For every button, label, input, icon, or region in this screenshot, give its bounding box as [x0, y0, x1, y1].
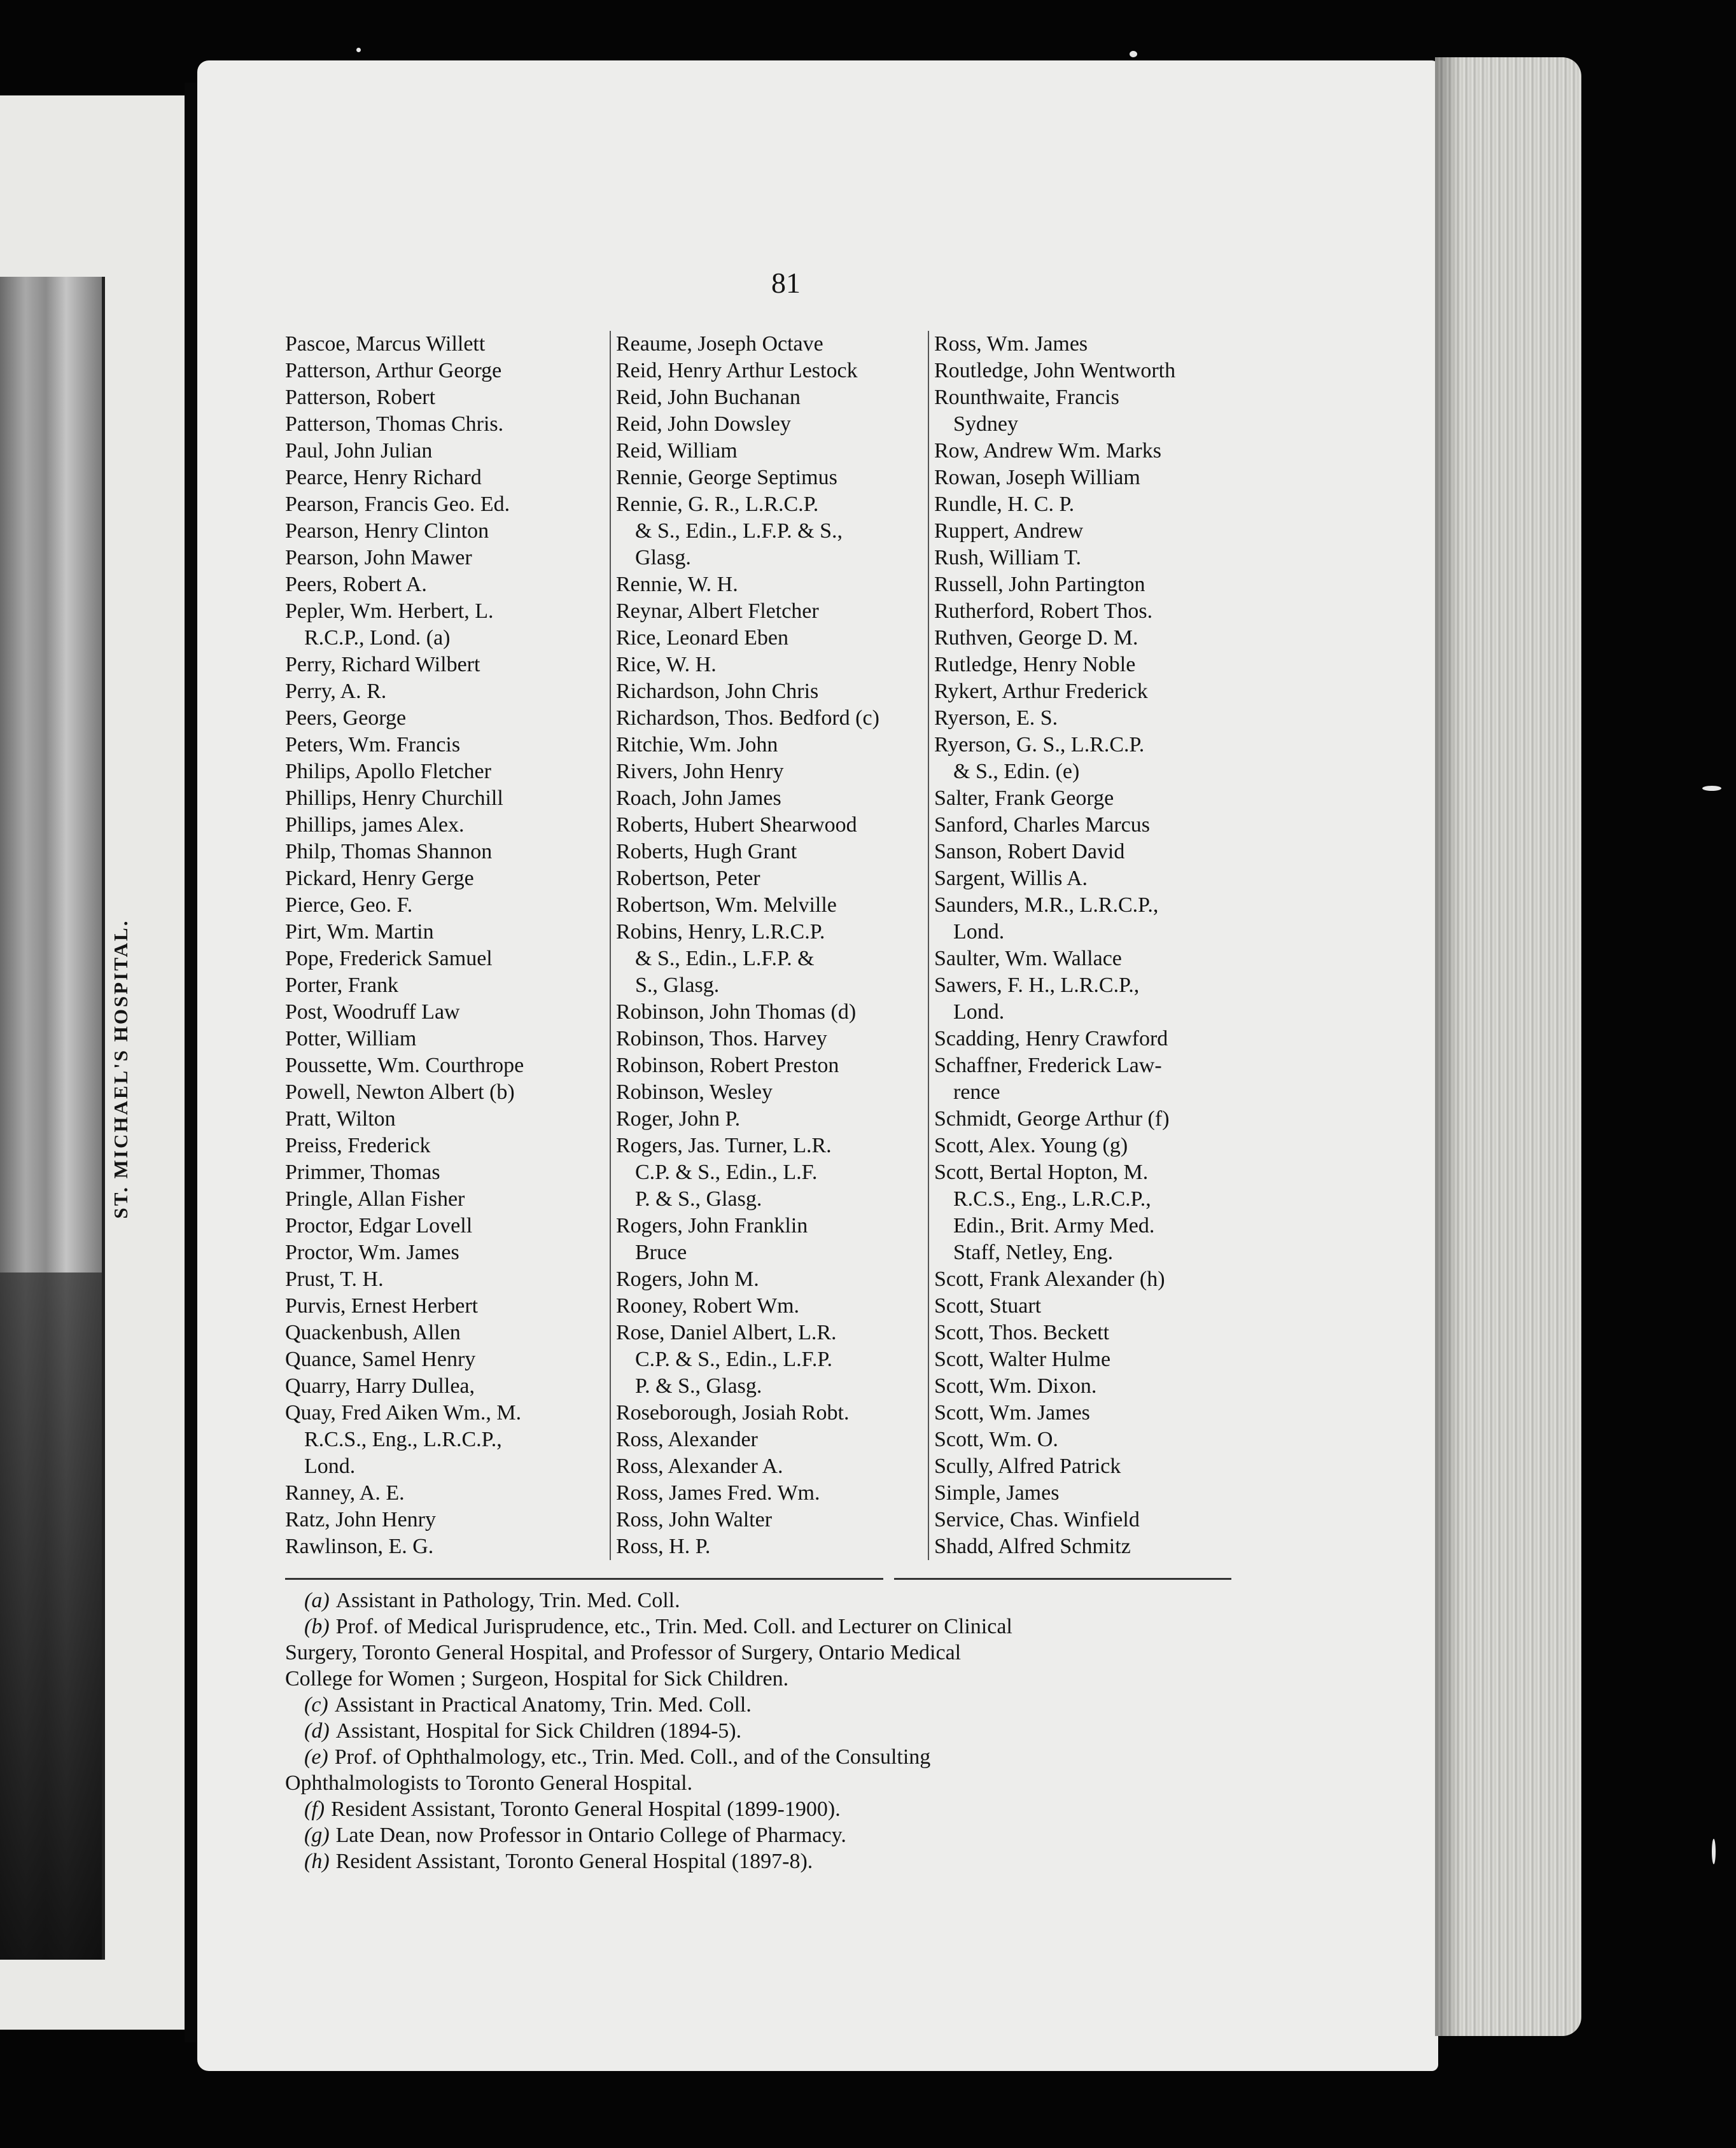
directory-entry: Robinson, Robert Preston	[616, 1054, 839, 1077]
directory-entry: Sawers, F. H., L.R.C.P.,	[934, 973, 1140, 997]
footnote-text: Assistant, Hospital for Sick Children (1894-5).	[335, 1719, 742, 1743]
directory-entry: Roger, John P.	[616, 1107, 741, 1131]
directory-entry: Sanford, Charles Marcus	[934, 813, 1150, 837]
directory-entry: C.P. & S., Edin., L.F.	[635, 1161, 818, 1184]
directory-entry: Ruppert, Andrew	[934, 519, 1084, 543]
footnote	[285, 1822, 1240, 1848]
directory-entry: rence	[953, 1080, 1000, 1104]
footnotes	[285, 1587, 1240, 1874]
directory-entry: Post, Woodruff Law	[285, 1000, 460, 1024]
directory-entry: Scott, Frank Alexander (h)	[934, 1267, 1165, 1291]
directory-entry: Scott, Walter Hulme	[934, 1348, 1111, 1371]
directory-entry: Rundle, H. C. P.	[934, 492, 1075, 516]
name-column-3	[928, 331, 1247, 1560]
directory-entry: Robinson, Wesley	[616, 1080, 773, 1104]
directory-entry: Pickard, Henry Gerge	[285, 867, 474, 890]
footnote-mark: (e)	[304, 1745, 328, 1769]
footnote-text: Late Dean, now Professor in Ontario College of Pharmacy.	[335, 1824, 846, 1847]
directory-entry: Quarry, Harry Dullea,	[285, 1374, 475, 1398]
directory-entry: & S., Edin., L.F.P. &	[635, 947, 815, 970]
directory-entry: Rykert, Arthur Frederick	[934, 680, 1148, 703]
directory-entry: Richardson, John Chris	[616, 680, 819, 703]
directory-entry: Philp, Thomas Shannon	[285, 840, 493, 863]
directory-entry: Pope, Frederick Samuel	[285, 947, 493, 970]
name-column-2	[610, 331, 929, 1560]
directory-entry: Roach, John James	[616, 786, 781, 810]
directory-entry: Ruthven, George D. M.	[934, 626, 1138, 650]
name-column-1	[285, 331, 610, 1560]
directory-entry: Peters, Wm. Francis	[285, 733, 461, 757]
page-number: 81	[771, 267, 801, 299]
directory-entry: Ranney, A. E.	[285, 1481, 405, 1505]
directory-entry: Pirt, Wm. Martin	[285, 920, 434, 944]
plate-shadow	[0, 1273, 102, 1960]
directory-entry: Roberts, Hugh Grant	[616, 840, 797, 863]
directory-entry: Scott, Wm. James	[934, 1401, 1090, 1425]
running-head-vertical	[108, 891, 134, 1247]
directory-entry: Roberts, Hubert Shearwood	[616, 813, 857, 837]
footnote	[285, 1587, 1240, 1614]
footnote-mark: (b)	[304, 1615, 330, 1638]
directory-entry: Scott, Wm. O.	[934, 1428, 1058, 1451]
directory-entry: Reid, William	[616, 439, 738, 463]
directory-entry: Bruce	[635, 1241, 687, 1264]
directory-entry: Robins, Henry, L.R.C.P.	[616, 920, 825, 944]
directory-entry: Routledge, John Wentworth	[934, 359, 1176, 382]
directory-entry: Quackenbush, Allen	[285, 1321, 461, 1344]
directory-entry: Patterson, Robert	[285, 386, 436, 409]
dust-speck	[356, 48, 361, 52]
directory-entry: Sanson, Robert David	[934, 840, 1125, 863]
directory-entry: Saunders, M.R., L.R.C.P.,	[934, 893, 1159, 917]
footnote-mark: (g)	[304, 1824, 330, 1847]
directory-entry: Peers, George	[285, 706, 407, 730]
footnote	[285, 1744, 1240, 1770]
directory-entry: Richardson, Thos. Bedford (c)	[616, 706, 879, 730]
directory-entry: Scott, Alex. Young (g)	[934, 1134, 1128, 1157]
footnote-text: Resident Assistant, Toronto General Hospital (1899-1900).	[331, 1797, 841, 1821]
directory-entry: Edin., Brit. Army Med.	[953, 1214, 1155, 1238]
directory-entry: Scott, Thos. Beckett	[934, 1321, 1110, 1344]
directory-entry: Rennie, George Septimus	[616, 466, 837, 489]
footnote-mark: (a)	[304, 1589, 330, 1612]
directory-entry: C.P. & S., Edin., L.F.P.	[635, 1348, 832, 1371]
directory-entry: Patterson, Arthur George	[285, 359, 502, 382]
directory-entry: Reynar, Albert Fletcher	[616, 599, 819, 623]
directory-entry: Perry, Richard Wilbert	[285, 653, 480, 676]
directory-entry: Salter, Frank George	[934, 786, 1114, 810]
directory-entry: Pearson, John Mawer	[285, 546, 472, 569]
footnote	[285, 1614, 1240, 1640]
directory-entry: Row, Andrew Wm. Marks	[934, 439, 1161, 463]
footnote	[285, 1796, 1240, 1822]
directory-entry: Peers, Robert A.	[285, 573, 427, 596]
directory-entry: Rush, William T.	[934, 546, 1081, 569]
directory-entry: Ryerson, E. S.	[934, 706, 1058, 730]
directory-entry: Pearson, Henry Clinton	[285, 519, 489, 543]
directory-entry: S., Glasg.	[635, 973, 720, 997]
directory-entry: Rennie, G. R., L.R.C.P.	[616, 492, 819, 516]
directory-entry: Shadd, Alfred Schmitz	[934, 1535, 1131, 1558]
directory-entry: Powell, Newton Albert (b)	[285, 1080, 515, 1104]
directory-entry: Lond.	[953, 920, 1005, 944]
directory-entry: Rutherford, Robert Thos.	[934, 599, 1153, 623]
directory-entry: Sargent, Willis A.	[934, 867, 1088, 890]
directory-entry: Ross, H. P.	[616, 1535, 711, 1558]
directory-entry: Potter, William	[285, 1027, 417, 1050]
directory-entry: Ryerson, G. S., L.R.C.P.	[934, 733, 1145, 757]
footnote	[285, 1770, 1240, 1796]
directory-entry: P. & S., Glasg.	[635, 1187, 762, 1211]
footnote-text: Assistant in Practical Anatomy, Trin. Med. Coll.	[334, 1693, 752, 1717]
directory-entry: Ross, Wm. James	[934, 332, 1088, 356]
directory-entry: Sydney	[953, 412, 1018, 436]
directory-entry: P. & S., Glasg.	[635, 1374, 762, 1398]
directory-entry: Rose, Daniel Albert, L.R.	[616, 1321, 837, 1344]
footnote-rule	[894, 1578, 1231, 1580]
directory-entry: Rogers, John Franklin	[616, 1214, 808, 1238]
directory-entry: Proctor, Wm. James	[285, 1241, 459, 1264]
directory-entry: Poussette, Wm. Courthrope	[285, 1054, 524, 1077]
directory-entry: Ratz, John Henry	[285, 1508, 437, 1531]
book-gutter	[185, 83, 197, 2042]
footnote-text: Assistant in Pathology, Trin. Med. Coll.	[335, 1589, 680, 1612]
directory-entry: Ross, Alexander	[616, 1428, 758, 1451]
directory-entry: Reid, John Buchanan	[616, 386, 801, 409]
directory-entry: Robinson, John Thomas (d)	[616, 1000, 857, 1024]
directory-entry: Primmer, Thomas	[285, 1161, 440, 1184]
spine-title: ST. MICHAEL'S HOSPITAL.	[109, 919, 132, 1219]
directory-entry: Staff, Netley, Eng.	[953, 1241, 1114, 1264]
directory-entry: Ritchie, Wm. John	[616, 733, 778, 757]
directory-entry: Simple, James	[934, 1481, 1060, 1505]
directory-entry: Robertson, Wm. Melville	[616, 893, 837, 917]
directory-entry: R.C.S., Eng., L.R.C.P.,	[953, 1187, 1151, 1211]
footnote-text: Prof. of Medical Jurisprudence, etc., Trin. Med. Coll. and Lecturer on Clinical	[335, 1615, 1012, 1638]
directory-entry: Scott, Bertal Hopton, M.	[934, 1161, 1149, 1184]
directory-entry: Service, Chas. Winfield	[934, 1508, 1140, 1531]
directory-entry: Saulter, Wm. Wallace	[934, 947, 1122, 970]
directory-entry: Proctor, Edgar Lovell	[285, 1214, 473, 1238]
directory-entry: Preiss, Frederick	[285, 1134, 431, 1157]
directory-entry: Ross, John Walter	[616, 1508, 773, 1531]
directory-entry: Pringle, Allan Fisher	[285, 1187, 465, 1211]
dust-speck	[1712, 1839, 1716, 1864]
directory-entry: Russell, John Partington	[934, 573, 1145, 596]
directory-entry: Pierce, Geo. F.	[285, 893, 413, 917]
directory-entry: Rogers, Jas. Turner, L.R.	[616, 1134, 832, 1157]
directory-entry: Roseborough, Josiah Robt.	[616, 1401, 850, 1425]
footnote-mark: (d)	[304, 1719, 330, 1743]
directory-entry: Reid, John Dowsley	[616, 412, 791, 436]
directory-entry: Ross, Alexander A.	[616, 1454, 783, 1478]
directory-entry: Prust, T. H.	[285, 1267, 384, 1291]
directory-entry: Reid, Henry Arthur Lestock	[616, 359, 858, 382]
directory-entry: Scott, Stuart	[934, 1294, 1042, 1318]
directory-entry: Purvis, Ernest Herbert	[285, 1294, 479, 1318]
directory-entry: Rawlinson, E. G.	[285, 1535, 434, 1558]
footnote-mark: (c)	[304, 1693, 328, 1717]
directory-entry: Ross, James Fred. Wm.	[616, 1481, 820, 1505]
footnote-text: Ophthalmologists to Toronto General Hospital.	[285, 1771, 693, 1795]
directory-entry: Robinson, Thos. Harvey	[616, 1027, 827, 1050]
directory-entry: Glasg.	[635, 546, 691, 569]
directory-entry: Rennie, W. H.	[616, 573, 738, 596]
directory-entry: Pepler, Wm. Herbert, L.	[285, 599, 494, 623]
directory-entry: Paul, John Julian	[285, 439, 433, 463]
directory-entry: Pearson, Francis Geo. Ed.	[285, 492, 510, 516]
dust-speck	[1130, 51, 1137, 57]
footnote	[285, 1718, 1240, 1744]
footnote	[285, 1640, 1240, 1666]
directory-entry: Schmidt, George Arthur (f)	[934, 1107, 1170, 1131]
directory-entry: Rice, W. H.	[616, 653, 717, 676]
footnote	[285, 1848, 1240, 1874]
directory-entry: Lond.	[953, 1000, 1005, 1024]
directory-entry: & S., Edin. (e)	[953, 760, 1080, 783]
directory-entry: & S., Edin., L.F.P. & S.,	[635, 519, 843, 543]
directory-entry: Rounthwaite, Francis	[934, 386, 1119, 409]
directory-entry: Rice, Leonard Eben	[616, 626, 788, 650]
directory-entry: Reaume, Joseph Octave	[616, 332, 823, 356]
directory-entry: Scott, Wm. Dixon.	[934, 1374, 1097, 1398]
directory-entry: Scully, Alfred Patrick	[934, 1454, 1121, 1478]
directory-entry: Patterson, Thomas Chris.	[285, 412, 504, 436]
facing-page-left	[0, 95, 185, 2030]
footnote-rule	[285, 1578, 883, 1580]
directory-entry: Lond.	[304, 1454, 356, 1478]
footnote-text: Surgery, Toronto General Hospital, and Professor of Surgery, Ontario Medical	[285, 1641, 962, 1664]
directory-entry: Quance, Samel Henry	[285, 1348, 476, 1371]
directory-entry: Pratt, Wilton	[285, 1107, 396, 1131]
directory-entry: Rowan, Joseph William	[934, 466, 1140, 489]
footnote-text: Prof. of Ophthalmology, etc., Trin. Med. Coll., and of the Consulting	[334, 1745, 931, 1769]
directory-entry: Philips, Apollo Fletcher	[285, 760, 491, 783]
page-edges-shadow	[1435, 57, 1460, 2036]
directory-entry: Rutledge, Henry Noble	[934, 653, 1136, 676]
directory-entry: R.C.S., Eng., L.R.C.P.,	[304, 1428, 502, 1451]
directory-entry: Rogers, John M.	[616, 1267, 759, 1291]
directory-entry: Pascoe, Marcus Willett	[285, 332, 486, 356]
directory-entry: Perry, A. R.	[285, 680, 387, 703]
dust-speck	[1702, 786, 1721, 791]
directory-entry: Porter, Frank	[285, 973, 399, 997]
directory-entry: Rivers, John Henry	[616, 760, 784, 783]
directory-entry: Robertson, Peter	[616, 867, 760, 890]
footnote	[285, 1692, 1240, 1718]
directory-entry: Pearce, Henry Richard	[285, 466, 482, 489]
directory-entry: Scadding, Henry Crawford	[934, 1027, 1168, 1050]
directory-entry: R.C.P., Lond. (a)	[304, 626, 451, 650]
directory-entry: Schaffner, Frederick Law-	[934, 1054, 1162, 1077]
directory-entry: Quay, Fred Aiken Wm., M.	[285, 1401, 522, 1425]
footnote-text: College for Women ; Surgeon, Hospital for Sick Children.	[285, 1667, 789, 1691]
footnote-text: Resident Assistant, Toronto General Hospital (1897-8).	[335, 1850, 813, 1873]
directory-entry: Rooney, Robert Wm.	[616, 1294, 800, 1318]
directory-entry: Phillips, Henry Churchill	[285, 786, 503, 810]
footnote-mark: (h)	[304, 1850, 330, 1873]
footnote-mark: (f)	[304, 1797, 325, 1821]
directory-entry: Phillips, james Alex.	[285, 813, 465, 837]
footnote	[285, 1666, 1240, 1692]
